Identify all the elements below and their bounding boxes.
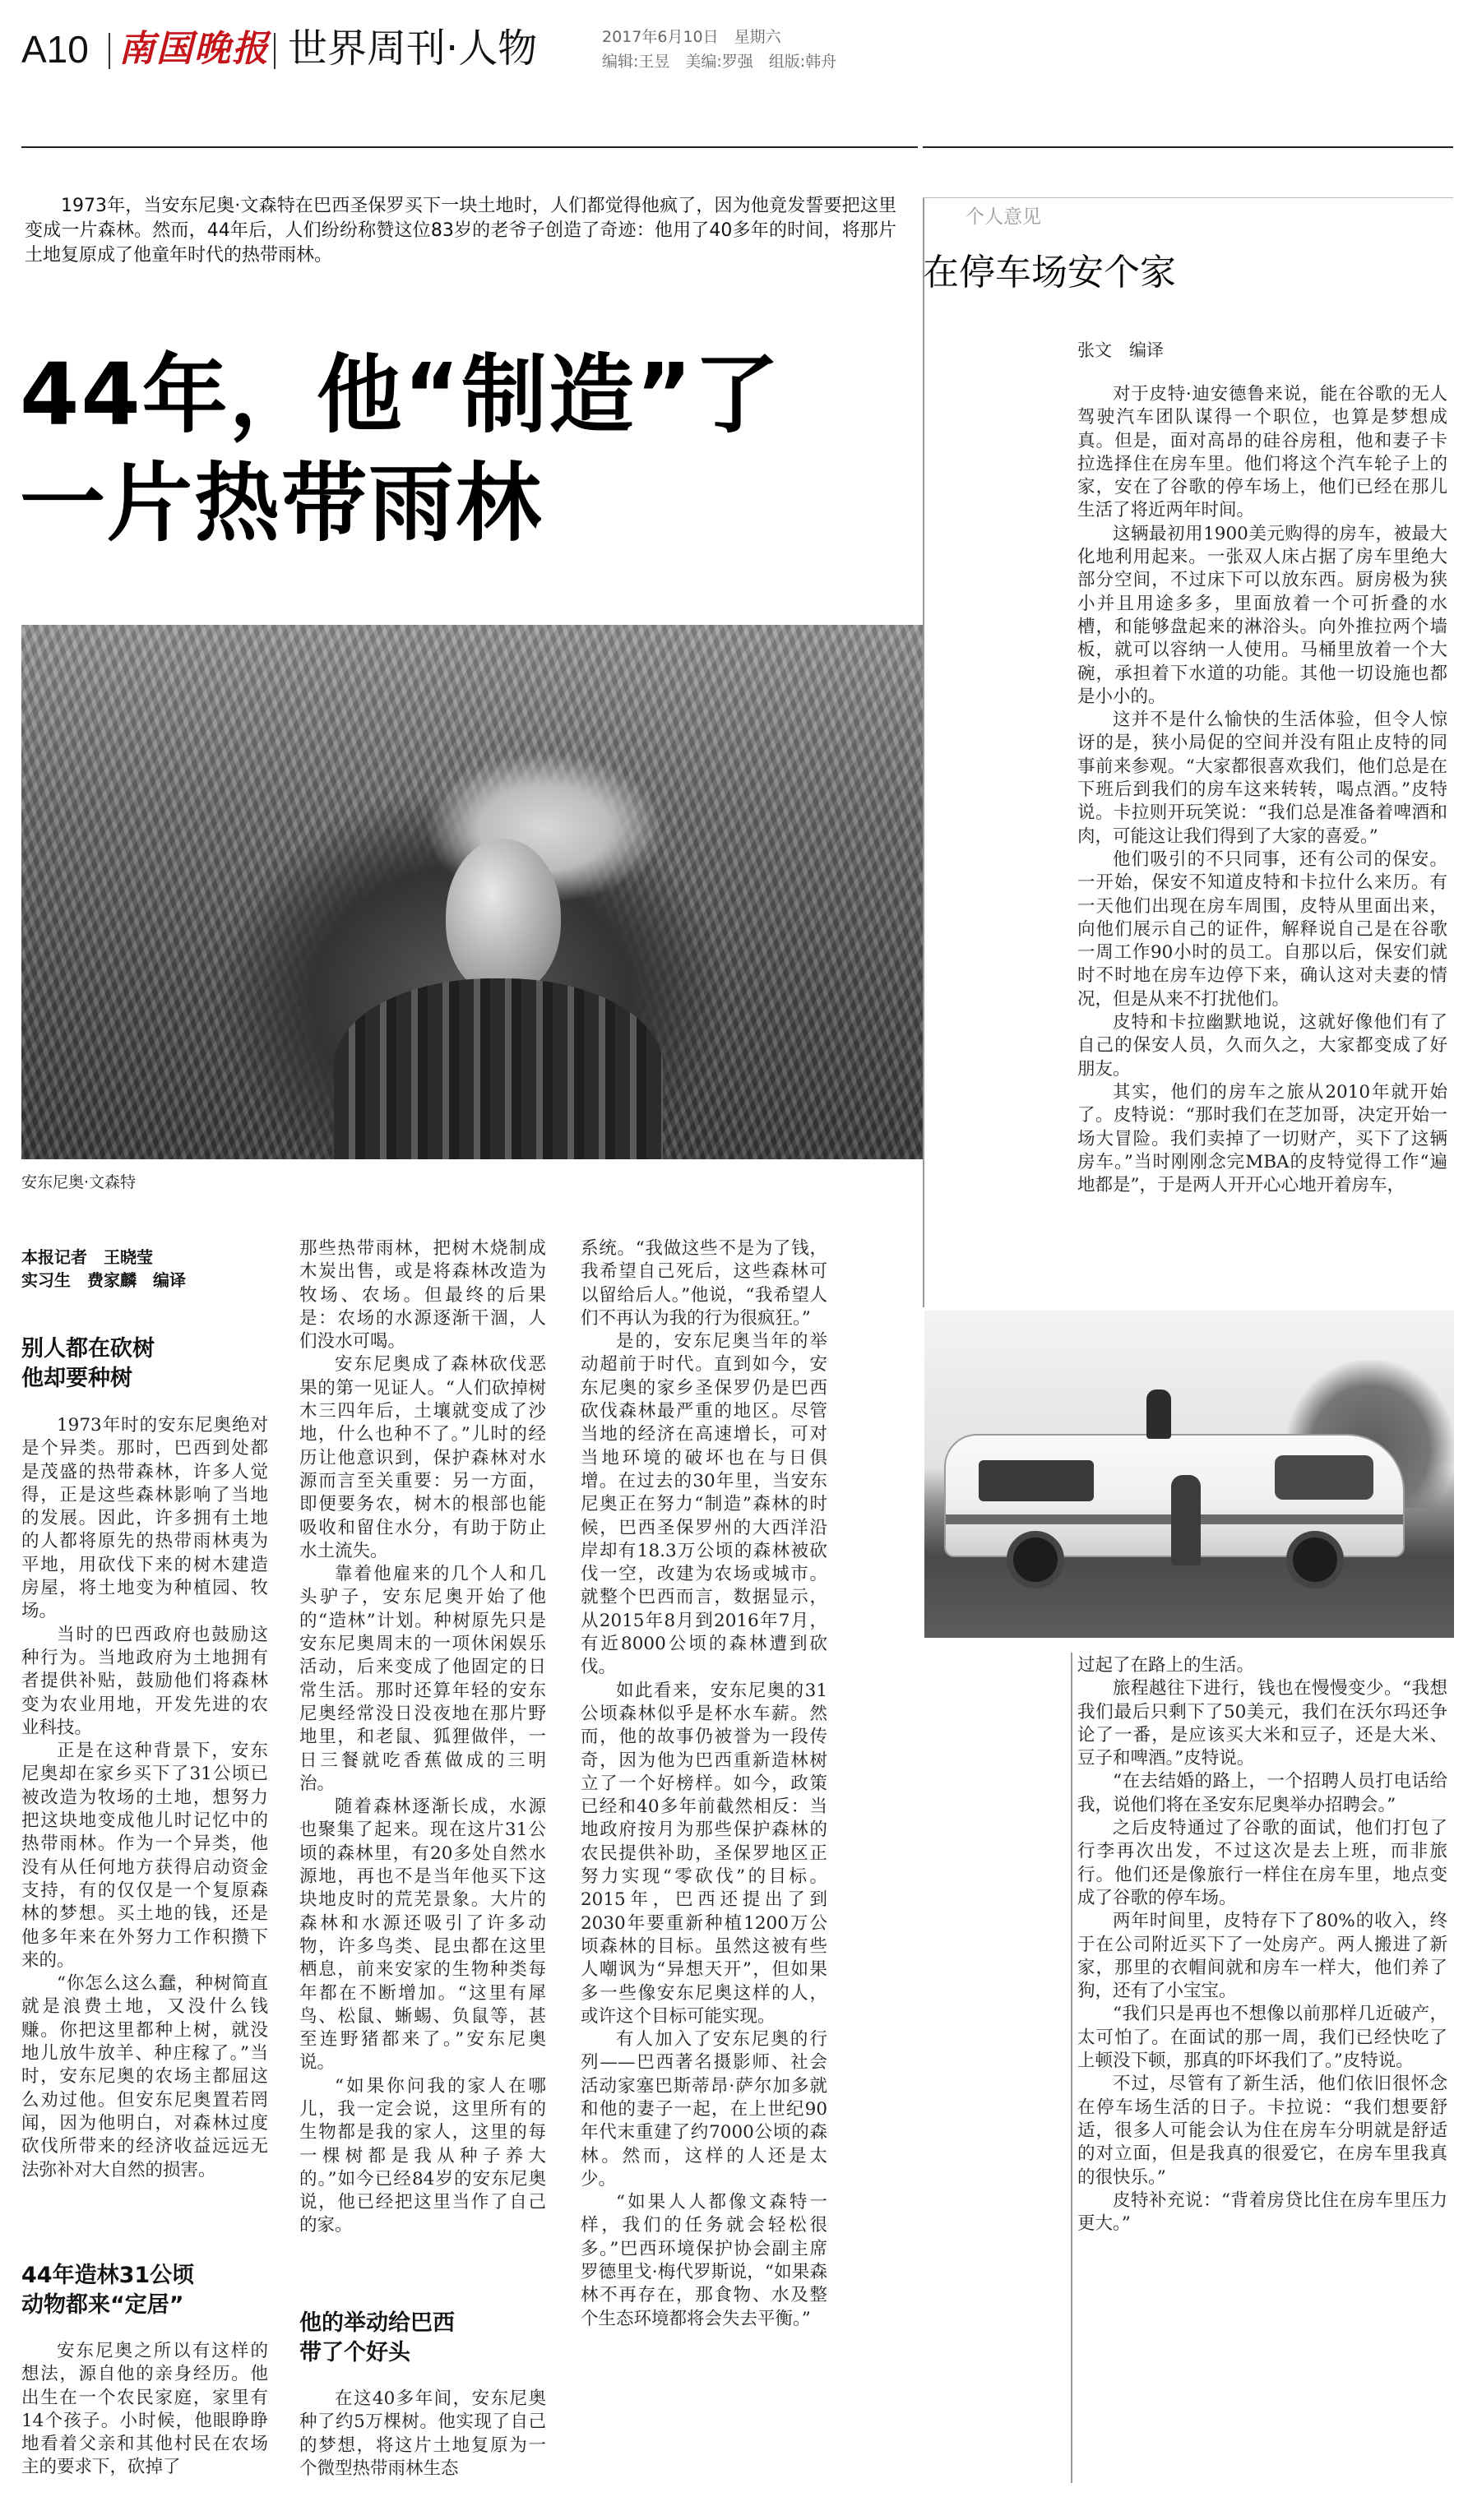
column-rule <box>923 197 924 1307</box>
newspaper-logo: 南国晚报 <box>118 28 270 70</box>
article-headline <box>20 340 908 557</box>
masthead-divider <box>109 33 110 69</box>
rv-wheel <box>1286 1531 1344 1588</box>
paragraph: 皮特补充说：“背着房贷比住在房车里压力更大。” <box>1077 2189 1447 2235</box>
page-number: A10 <box>21 28 89 71</box>
paragraph: 两年时间里，皮特存下了80%的收入，终于在公司附近买下了一处房产。两人搬进了新家，那里的衣帽间就和房车一样大，他们养了狗，还有了小宝宝。 <box>1077 1911 1447 2002</box>
paragraph: 对于皮特·迪安德鲁来说，能在谷歌的无人驾驶汽车团队谋得一个职位，也算是梦想成真。但是，面对高昂的硅谷房租，他和妻子卡拉选择住在房车里。他们将这个汽车轮子上的家，安在了谷歌的停车场上，他们已经在那儿生活了将近两年时间。 <box>1077 384 1447 521</box>
sidebar-column-top <box>1077 383 1447 1197</box>
top-rule <box>21 146 918 148</box>
paragraph: 这辆最初用1900美元购得的房车，被最大化地利用起来。一张双人床占据了房车里绝大部分空间，不过床下可以放东西。厨房极为狭小并且用途多多，里面放着一个可折叠的水槽，和能够盘起来的淋浴头。向外推拉两个墙板，就可以容纳一人使用。马桶里放着一个大碗，承担着下水道的功能。其他一切设施也都是小小的。 <box>1077 523 1447 707</box>
person-on-roof <box>1146 1389 1171 1439</box>
paragraph: 当时的巴西政府也鼓励这种行为。当地政府为土地拥有者提供补贴，鼓励他们将森林变为农业用地，开发先进的农业科技。 <box>21 1624 268 1738</box>
person-standing <box>1171 1475 1201 1565</box>
paragraph: 在这40多年间，安东尼奥种了约5万棵树。他实现了自己的梦想，将这片土地复原为一个微型热带雨林生态 <box>299 2388 546 2479</box>
article-column-1-cont <box>21 2340 268 2480</box>
sidebar-column-bottom <box>1077 1654 1447 2236</box>
article-column-1 <box>21 1414 268 2182</box>
paragraph: 他们吸引的不只同事，还有公司的保安。一开始，保安不知道皮特和卡拉什么来历。有一天他们出现在房车周围，皮特从里面出来，向他们展示自己的证件，解释说自己是在谷歌一周工作90小时的员工。自那以后，保安们就时不时地在房车边停下来，确认这对夫妻的情况，但是从来不打扰他们。 <box>1077 848 1447 1010</box>
paragraph: 如此看来，安东尼奥的31公顷森林似乎是杯水车薪。然而，他的故事仍被誉为一段传奇，因为他为巴西重新造林树立了一个好榜样。如今，政策已经和40多年前截然相反：当地政府按月为那些保护森林的农民提供补助，圣保罗地区正努力实现“零砍伐”的目标。2015年，巴西还提出了到2030年要重新种植1200万公顷森林的目标。虽然这被有些人嘲讽为“异想天开”，但如果多一些像安东尼奥这样的人，或许这个目标可能实现。 <box>581 1680 827 2027</box>
column-rule <box>1071 1653 1072 2483</box>
paragraph: 不过，尽管有了新生活，他们依旧很怀念在停车场生活的日子。卡拉说：“我们想要舒适，很多人可能会认为住在房车分明就是舒适的对立面，但是我真的很爱它，在房车里我真的很快乐。” <box>1077 2074 1447 2188</box>
forest-portrait-photo <box>21 625 923 1159</box>
paragraph: 有人加入了安东尼奥的行列——巴西著名摄影师、社会活动家塞巴斯蒂昂·萨尔加多就和他的妻子一起，在上世纪90年代末重建了约7000公顷的森林。然而，这样的人还是太少。 <box>581 2029 827 2189</box>
paragraph: 安东尼奥之所以有这样的想法，源自他的亲身经历。他出生在一个农民家庭，家里有14个孩子。小时候，他眼睁睁地看着父亲和其他村民在农场主的要求下，砍掉了 <box>21 2341 268 2478</box>
masthead-divider <box>274 33 276 69</box>
editors-line: 编辑:王昱 美编:罗强 组版:韩舟 <box>602 53 837 71</box>
rv-window <box>979 1460 1094 1501</box>
rv-photo <box>924 1311 1454 1638</box>
paragraph: “在去结婚的路上，一个招聘人员打电话给我，说他们将在圣安东尼奥举办招聘会。” <box>1077 1771 1447 1815</box>
paragraph: 之后皮特通过了谷歌的面试，他们打包了行李再次出发，不过这次是去上班，而非旅行。他们还是像旅行一样住在房车里，地点变成了谷歌的停车场。 <box>1077 1818 1447 1908</box>
paragraph: “如果人人都像文森特一样，我们的任务就会轻松很多。”巴西环境保护协会副主席罗德里戈·梅代罗斯说，“如果森林不再存在，那食物、水及整个生态环境都将会失去平衡。” <box>581 2192 827 2329</box>
masthead <box>0 0 1468 90</box>
subheading: 他的举动给巴西 带了个好头 <box>299 2310 455 2365</box>
sidebar-byline: 张文 编译 <box>1077 340 1164 360</box>
paragraph: 其实，他们的房车之旅从2010年就开始了。皮特说：“那时我们在芝加哥，决定开始一场大冒险。我们卖掉了一切财产，买下了这辆房车。”当时刚刚念完MBA的皮特觉得工作“遍地都是”，于是两人开开心心地开着房车， <box>1077 1081 1447 1196</box>
subheading: 44年造林31公顷 动物都来“定居” <box>21 2263 195 2318</box>
paragraph: 是的，安东尼奥当年的举动超前于时代。直到如今，安东尼奥的家乡圣保罗仍是巴西砍伐森林最严重的地区。尽管当地的经济在高速增长，可对当地环境的破坏也在与日俱增。在过去的30年里，当安东尼奥正在努力“制造”森林的时候，巴西圣保罗州的大西洋沿岸却有18.3万公顷的森林被砍伐一空，改建为农场或城市。就整个巴西而言，数据显示，从2015年8月到2016年7月，有近8000公顷的森林遭到砍伐。 <box>581 1331 827 1678</box>
paragraph: 过起了在路上的生活。 <box>1077 1655 1255 1676</box>
paragraph: 这并不是什么愉快的生活体验，但令人惊讶的是，狭小局促的空间并没有阻止皮特的同事前来参观。“大家都很喜欢我们，他们总是在下班后到我们的房车这来转转，喝点酒。”皮特说。卡拉则开玩笑说：“我们总是准备着啤酒和肉，可能这让我们得到了大家的喜爱。” <box>1077 710 1447 847</box>
paragraph: 随着森林逐渐长成，水源也聚集了起来。现在这片31公顷的森林里，有20多处自然水源地，再也不是当年他买下这块地皮时的荒芜景象。大片的森林和水源还吸引了许多动物，许多鸟类、昆虫都在这里栖息，前来安家的生物种类每年都在不断增加。“这里有犀鸟、松鼠、蜥蜴、负鼠等，甚至连野猪都来了。”安东尼奥说。 <box>299 1796 546 2074</box>
paragraph: 那些热带雨林，把树木烧制成木炭出售，或是将森林改造为牧场、农场。但最终的后果是：农场的水源逐渐干涸，人们没水可喝。 <box>299 1238 546 1352</box>
paragraph: 皮特和卡拉幽默地说，这就好像他们有了自己的保安人员，久而久之，大家都变成了好朋友。 <box>1077 1012 1447 1080</box>
paragraph: 安东尼奥成了森林砍伐恶果的第一见证人。“人们砍掉树木三四年后，土壤就变成了沙地，什么也种不了。”儿时的经历让他意识到，保护森林对水源而言至关重要：另一方面，即便要务农，树木的根部也能吸收和留住水分，有助于防止水土流失。 <box>299 1354 546 1561</box>
paragraph: “如果你问我的家人在哪儿，我一定会说，这里所有的生物都是我的家人，这里的每一棵树都是我从种子养大的。”如今已经84岁的安东尼奥说，他已经把这里当作了自己的家。 <box>299 2075 546 2236</box>
article-column-2 <box>299 1237 546 2238</box>
paragraph: 旅程越往下进行，钱也在慢慢变少。“我想我们最后只剩下了50美元，我们在沃尔玛还争论了一番，是应该买大米和豆子，还是大米、豆子和啤酒。”皮特说。 <box>1077 1678 1447 1769</box>
article-lead: 1973年，当安东尼奥·文森特在巴西圣保罗买下一块土地时，人们都觉得他疯了，因为他竟发誓要把这里变成一片森林。然而，44年后，人们纷纷称赞这位83岁的老爷子创造了奇迹：他用了40多年的时间，将那片土地复原成了他童年时代的热带雨林。 <box>25 196 896 266</box>
paragraph: 靠着他雇来的几个人和几头驴子，安东尼奥开始了他的“造林”计划。种树原先只是安东尼奥周末的一项休闲娱乐活动，后来变成了他固定的日常生活。那时还算年轻的安东尼奥经常没日没夜地在那片野地里，和老鼠、狐狸做伴，一日三餐就吃香蕉做成的三明治。 <box>299 1564 546 1794</box>
photo-caption: 安东尼奥·文森特 <box>21 1173 137 1191</box>
byline <box>21 1246 268 1292</box>
sidebar-label-text: 个人意见 <box>966 206 1041 228</box>
portrait-shoulders <box>334 978 663 1159</box>
sidebar-label <box>923 197 1453 234</box>
byline-reporter: 本报记者 王晓莹 <box>21 1247 153 1267</box>
rv-wheel <box>1007 1531 1064 1588</box>
portrait-head <box>446 839 561 995</box>
paragraph: 正是在这种背景下，安东尼奥却在家乡买下了31公顷已被改造为牧场的土地，想努力把这块地变成他儿时记忆中的热带雨林。作为一个异类，他没有从任何地方获得启动资金支持，有的仅仅是一个复原森林的梦想。买土地的钱，还是他多年来在外努力工作积攒下来的。 <box>21 1741 268 1971</box>
paragraph: 1973年时的安东尼奥绝对是个异类。那时，巴西到处都是茂盛的热带森林，许多人觉得，正是这些森林影响了当地的发展。因此，许多拥有土地的人都将原先的热带雨林夷为平地，用砍伐下来的树木建造房屋，将土地变为种植园、牧场。 <box>21 1415 268 1622</box>
sidebar-title: 在停车场安个家 <box>923 252 1176 294</box>
rv-window <box>1275 1455 1373 1500</box>
subheading: 别人都在砍树 他却要种树 <box>21 1336 155 1391</box>
section-title: 世界周刊·人物 <box>288 25 538 72</box>
top-rule-right <box>923 146 1453 148</box>
paragraph: 系统。“我做这些不是为了钱，我希望自己死后，这些森林可以留给后人。”他说，“我希望人们不再认为我的行为很疯狂。” <box>581 1238 827 1329</box>
byline-intern: 实习生 费家麟 编译 <box>21 1270 186 1290</box>
headline-line-2: 一片热带雨林 <box>20 453 544 553</box>
article-column-3 <box>581 1237 827 2331</box>
paragraph: “我们只是再也不想像以前那样几近破产，太可怕了。在面试的那一周，我们已经快吃了上顿没下顿，那真的吓坏我们了。”皮特说。 <box>1077 2004 1447 2072</box>
article-column-2-cont <box>299 2388 546 2481</box>
date-line: 2017年6月10日 星期六 <box>602 28 781 46</box>
headline-line-1: 44年，他“制造”了 <box>20 344 781 445</box>
paragraph: “你怎么这么蠢，种树简直就是浪费土地，又没什么钱赚。你把这里都种上树，就没地儿放牛放羊、种庄稼了。”当时，安东尼奥的农场主都屈这么劝过他。但安东尼奥置若罔闻，因为他明白，对森林过度砍伐所带来的经济收益远远无法弥补对大自然的损害。 <box>21 1973 268 2180</box>
